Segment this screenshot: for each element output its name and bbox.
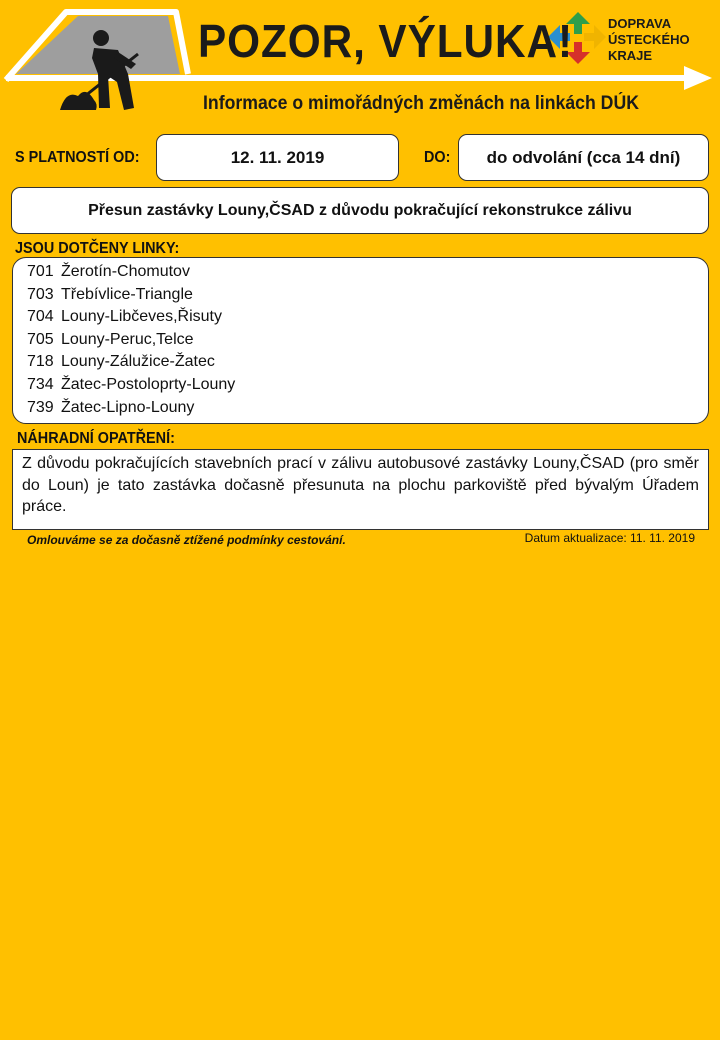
line-item [27, 374, 708, 397]
affected-lines-label: JSOU DOTČENY LINKY: [15, 240, 180, 257]
replacement-text: Z důvodu pokračujících stavebních prací v zálivu autobusové zastávky Louny,ČSAD (pro směr do Loun) je tato zastávka dočasně přesunuta na plochu parkoviště před bývalým Úřadem práce. [12, 449, 709, 530]
line-number: 739 [27, 398, 54, 416]
line-item [27, 306, 708, 329]
page-subtitle: Informace o mimořádných změnách na linkách DÚK [203, 93, 639, 114]
notice-topic: Přesun zastávky Louny,ČSAD z důvodu pokračující rekonstrukce zálivu [11, 187, 709, 234]
brand-line-2: ÚSTECKÉHO [608, 32, 690, 47]
arrow-head-icon [684, 66, 712, 90]
line-number: 703 [27, 285, 54, 303]
line-route: Třebívlice-Triangle [61, 285, 193, 303]
line-number: 705 [27, 330, 54, 348]
brand-line-3: KRAJE [608, 48, 653, 63]
valid-to-label: DO: [424, 149, 451, 166]
line-number: 734 [27, 375, 54, 393]
line-route: Louny-Zálužice-Žatec [61, 353, 215, 371]
line-number: 701 [27, 263, 54, 280]
line-route: Žatec-Lipno-Louny [61, 398, 195, 416]
line-item [27, 397, 708, 420]
line-item [27, 284, 708, 307]
line-number: 704 [27, 308, 54, 326]
line-item [27, 351, 708, 374]
line-item [27, 329, 708, 352]
update-date: Datum aktualizace: 11. 11. 2019 [524, 531, 695, 545]
valid-from-value: 12. 11. 2019 [156, 134, 399, 181]
valid-to-value: do odvolání (cca 14 dní) [458, 134, 709, 181]
line-number: 718 [27, 353, 54, 371]
replacement-label: NÁHRADNÍ OPATŘENÍ: [17, 430, 175, 447]
page-title: POZOR, VÝLUKA! [198, 15, 573, 67]
line-route: Louny-Peruc,Telce [61, 330, 194, 348]
line-route: Žatec-Postoloprty-Louny [61, 375, 236, 393]
apology-note: Omlouváme se za dočasně ztížené podmínky cestování. [27, 533, 346, 547]
header-banner [0, 0, 720, 125]
brand-line-1: DOPRAVA [608, 16, 672, 31]
line-route: Žerotín-Chomutov [61, 263, 190, 280]
line-item [27, 261, 708, 284]
line-route: Louny-Libčeves,Řisuty [61, 308, 222, 326]
brand-name [608, 16, 690, 64]
valid-from-label: S PLATNOSTÍ OD: [15, 149, 140, 166]
affected-lines-list [12, 257, 709, 424]
